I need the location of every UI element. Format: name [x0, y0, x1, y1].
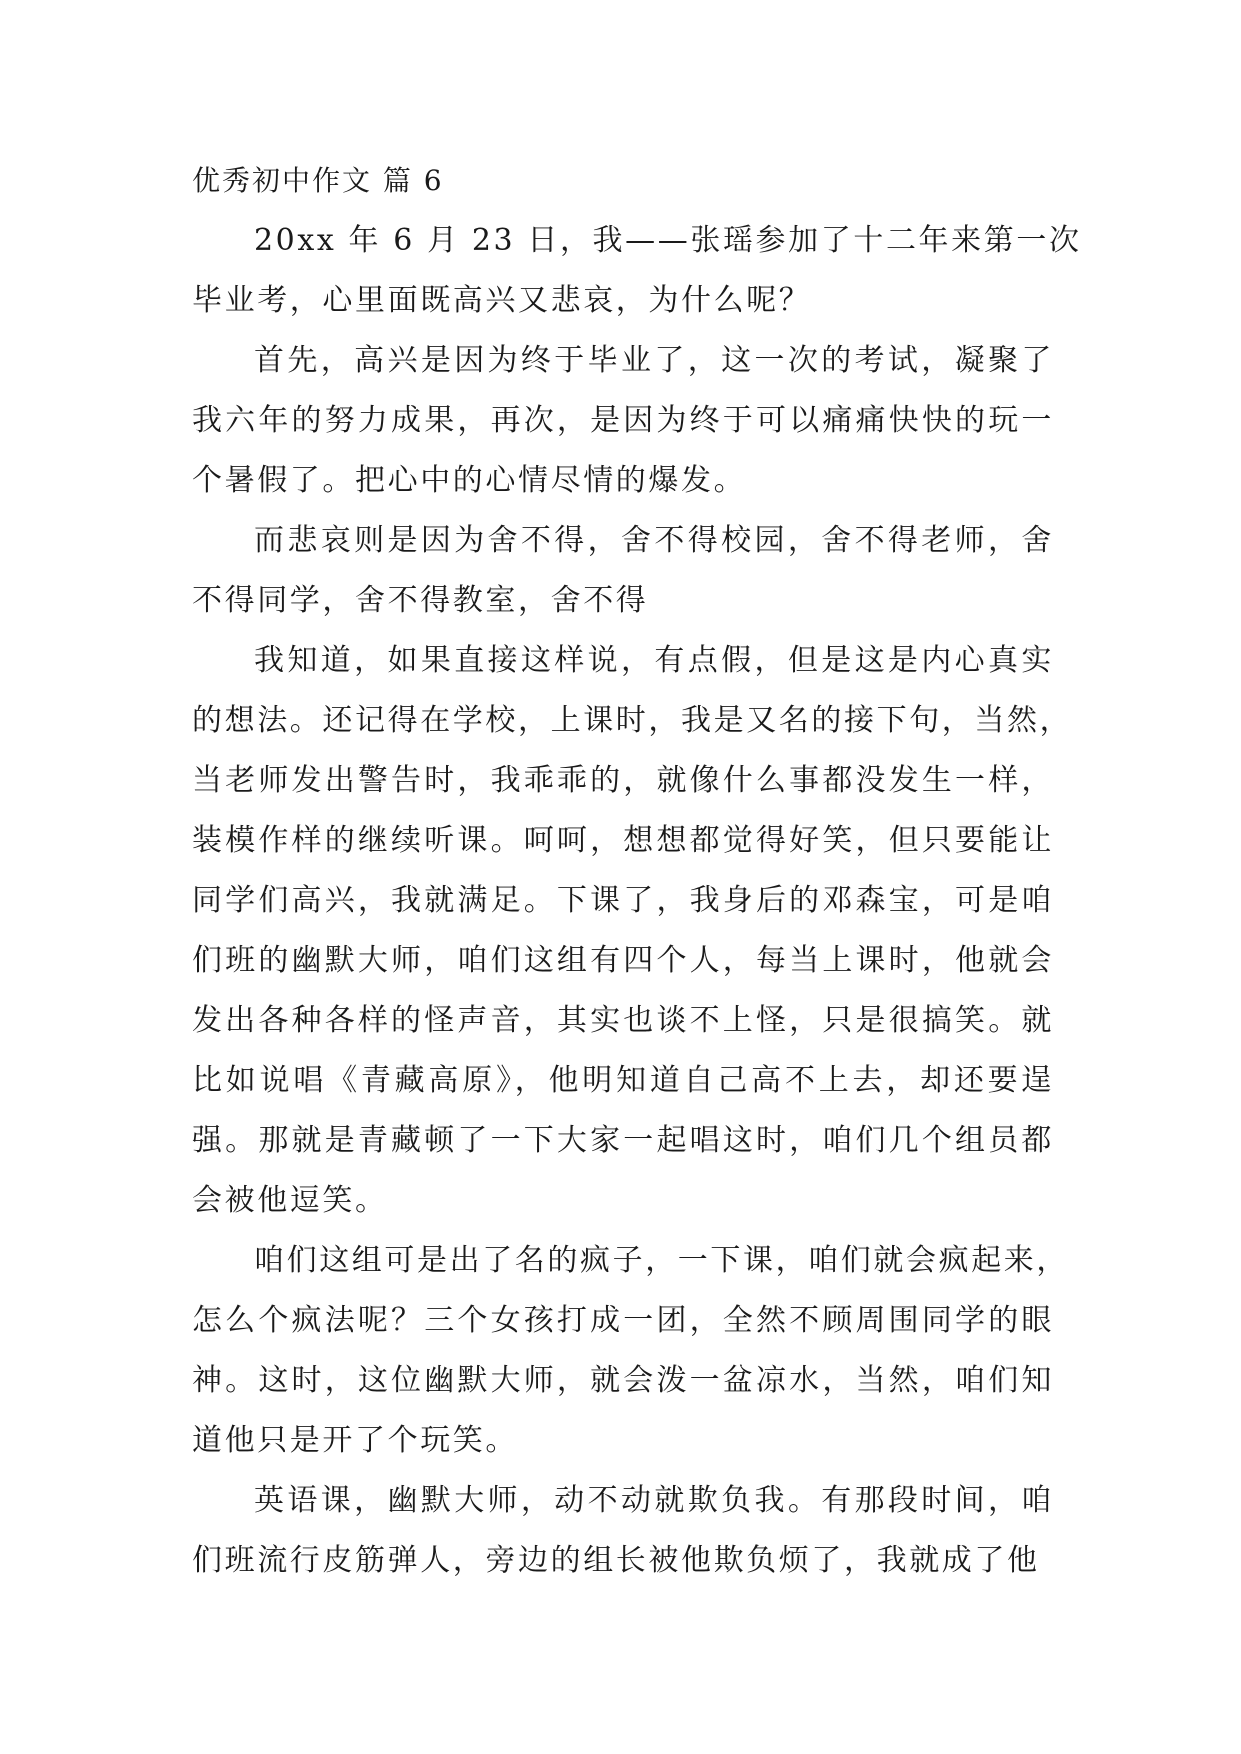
paragraph-line: 首先，高兴是因为终于毕业了，这一次的考试，凝聚了 — [254, 343, 1054, 378]
paragraph-line: 会被他逗笑。 — [192, 1183, 388, 1218]
paragraph — [192, 631, 1073, 1231]
paragraph-line: 个暑假了。把心中的心情尽情的爆发。 — [192, 463, 747, 498]
paragraph-line: 而悲哀则是因为舍不得，舍不得校园，舍不得老师，舍 — [254, 523, 1054, 558]
paragraph-line: 道他只是开了个玩笑。 — [192, 1423, 518, 1458]
document-body — [192, 151, 1082, 1591]
paragraph-line: 我知道，如果直接这样说，有点假，但是这是内心真实 — [254, 643, 1054, 678]
paragraph — [192, 1231, 1069, 1471]
paragraph-line: 们班的幽默大师，咱们这组有四个人，每当上课时，他就会 — [192, 943, 1054, 978]
paragraph-list — [192, 211, 1082, 1591]
paragraph-line: 发出各种各样的怪声音，其实也谈不上怪，只是很搞笑。就 — [192, 1003, 1054, 1038]
paragraph — [192, 211, 1082, 331]
paragraph — [192, 1471, 1054, 1591]
paragraph-line: 怎么个疯法呢？三个女孩打成一团，全然不顾周围同学的眼 — [192, 1303, 1054, 1338]
paragraph — [192, 331, 1054, 511]
paragraph-line: 我六年的努力成果，再次，是因为终于可以痛痛快快的玩一 — [192, 403, 1054, 438]
paragraph-line: 强。那就是青藏顿了一下大家一起唱这时，咱们几个组员都 — [192, 1123, 1054, 1158]
paragraph-line: 咱们这组可是出了名的疯子，一下课，咱们就会疯起来， — [254, 1243, 1069, 1278]
paragraph-line: 毕业考，心里面既高兴又悲哀，为什么呢？ — [192, 283, 812, 318]
paragraph-line: 比如说唱《青藏高原》，他明知道自己高不上去，却还要逞 — [192, 1063, 1054, 1098]
paragraph-line: 们班流行皮筋弹人，旁边的组长被他欺负烦了，我就成了他 — [192, 1543, 1040, 1578]
paragraph-line: 英语课，幽默大师，动不动就欺负我。有那段时间，咱 — [254, 1483, 1054, 1518]
paragraph-line: 的想法。还记得在学校，上课时，我是又名的接下句，当然， — [192, 703, 1073, 738]
paragraph-line: 20xx 年 6 月 23 日，我——张瑶参加了十二年来第一次 — [254, 223, 1082, 258]
paragraph-line: 不得同学，舍不得教室，舍不得 — [192, 583, 649, 618]
paragraph — [192, 511, 1054, 631]
paragraph-line: 当老师发出警告时，我乖乖的，就像什么事都没发生一样， — [192, 763, 1054, 798]
paragraph-line: 装模作样的继续听课。呵呵，想想都觉得好笑，但只要能让 — [192, 823, 1054, 858]
paragraph-line: 同学们高兴，我就满足。下课了，我身后的邓森宝，可是咱 — [192, 883, 1054, 918]
document-title: 优秀初中作文 篇 6 — [192, 164, 444, 197]
paragraph-line: 神。这时，这位幽默大师，就会泼一盆凉水，当然，咱们知 — [192, 1363, 1054, 1398]
